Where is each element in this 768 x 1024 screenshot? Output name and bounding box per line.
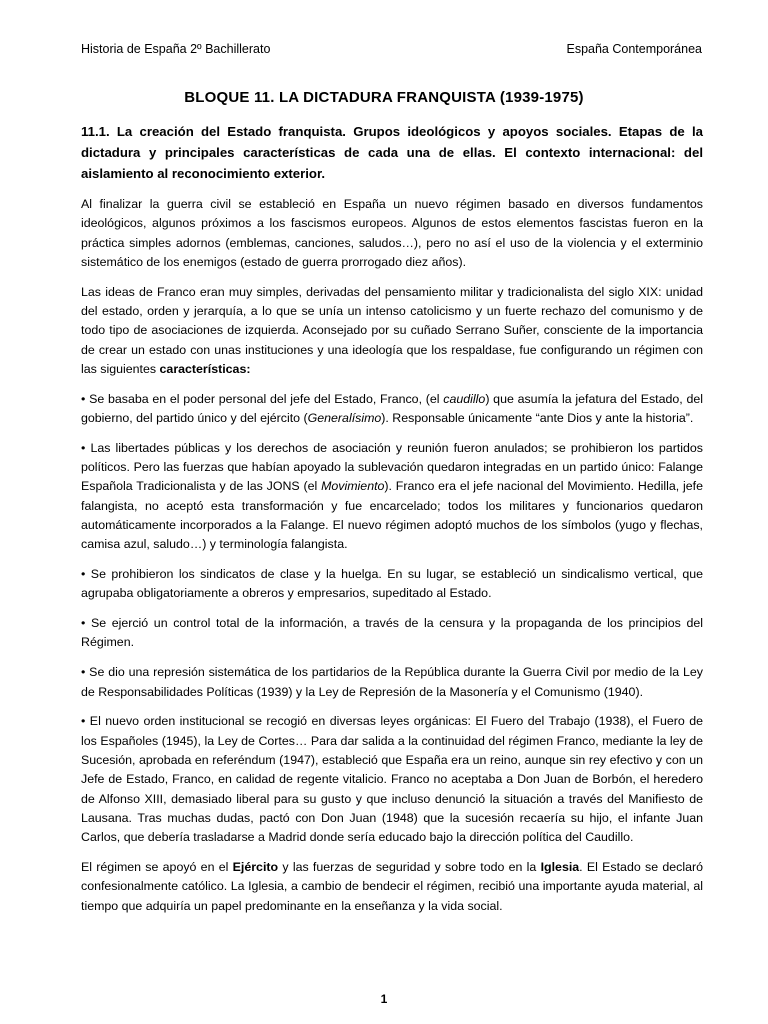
page-number: 1: [380, 992, 388, 1006]
paragraph-text: . El Estado se declaró confesionalmente católico. La Iglesia, a cambio de bendecir el régimen, recibió una importante ayuda material, al tiempo que adquiría un papel predominante en la enseñanza y la vida social.: [81, 859, 703, 913]
bullet-institutional-order: • El nuevo orden institucional se recogió en diversas leyes orgánicas: El Fuero del Trabajo (1938), el Fuero de los Españoles (1945), la Ley de Cortes… Para dar salida a la continuidad del régimen Franco, mediante la ley de Sucesión, aprobada en referéndum (1947), estableció que España era un reino, aunque sin rey efectivo y con un Jefe de Estado, Franco, en calidad de regente vitalicio. Franco no aceptaba a Don Juan de Borbón, el heredero de Alfonso XIII, demasiado liberal para su gusto y que incluso denunció la situación a través del Manifiesto de Lausana. Tras muchas dudas, pactó con Don Juan (1948) que la sucesión recaería su hijo, el infante Juan Carlos, que debería trasladarse a Madrid donde sería educado bajo la dirección política del Caudillo.: [81, 714, 703, 845]
header-subject: España Contemporánea: [566, 42, 702, 56]
bullet-text: ). Franco era el jefe nacional del Movimiento. Hedilla, jefe falangista, no aceptó esta transformación y fue encarcelado; todos los militares y funcionarios quedaron automáticamente incorporados a la Falange. El nuevo régimen adoptó muchos de los símbolos (yugo y flechas, camisa azul, saludo…) y terminología falangista.: [81, 479, 703, 552]
paragraph-text: Las ideas de Franco eran muy simples, derivadas del pensamiento militar y tradicionalista del siglo XIX: unidad del estado, orden y jerarquía, a lo que se unía un intenso catolicismo y un fuerte rechazo del comunismo y de todo tipo de asociaciones de izquierda. Aconsejado por su cuñado Serrano Suñer, consciente de la importancia de crear un estado con unas instituciones y una ideología que los respaldase, fue configurando un régimen con las siguientes: [81, 284, 703, 376]
bullet-text: • Se basaba en el poder personal del jefe del Estado, Franco, (el: [81, 391, 444, 406]
bullet-personal-power: [81, 390, 703, 429]
bullet-text: • Las libertades públicas y los derechos de asociación y reunión fueron anulados; se prohibieron los partidos políticos. Pero las fuerzas que habían apoyado la sublevación quedaron integradas en un partido único: Falange Española Tradicionalista y de las JONS (el: [81, 440, 703, 494]
bullet-text: ) que asumía la jefatura del Estado, del gobierno, del partido único y del ejército (: [81, 391, 703, 425]
section-heading: 11.1. La creación del Estado franquista. Grupos ideológicos y apoyos sociales. Etapas de la dictadura y principales características de cada una de ellas. El contexto internacional: del aislamiento al reconocimiento exterior.: [81, 124, 703, 181]
bullet-repression: • Se dio una represión sistemática de los partidarios de la República durante la Guerra Civil por medio de la Ley de Responsabilidades Políticas (1939) y la Ley de Represión de la Masonería y el Comunismo (1940).: [81, 665, 703, 699]
page-title: BLOQUE 11. LA DICTADURA FRANQUISTA (1939-1975): [184, 89, 584, 106]
paragraph-intro: Al finalizar la guerra civil se estableció en España un nuevo régimen basado en diversos fundamentos ideológicos, algunos próximos a los fascismos europeos. Algunos de estos elementos fascistas fueron en la práctica simples adornos (emblemas, canciones, saludos…), pero no así el uso de la violencia y el exterminio sistemático de los enemigos (estado de guerra prorrogado diez años).: [81, 197, 703, 269]
paragraph-bold-text: características:: [159, 361, 251, 376]
page-header: [81, 42, 702, 56]
italic-text: caudillo: [443, 391, 486, 406]
bullet-information-control: • Se ejerció un control total de la información, a través de la censura y la propaganda de los principios del Régimen.: [81, 616, 703, 650]
bold-text: Iglesia: [540, 859, 580, 874]
paragraph-text: y las fuerzas de seguridad y sobre todo en la: [278, 859, 541, 874]
bullet-liberties: [81, 439, 703, 555]
paragraph-text: El régimen se apoyó en el: [81, 859, 233, 874]
header-course: Historia de España 2º Bachillerato: [81, 42, 271, 56]
paragraph-regime-support: [81, 858, 703, 916]
bullet-unions: • Se prohibieron los sindicatos de clase y la huelga. En su lugar, se estableció un sindicalismo vertical, que agrupaba obligatoriamente a obreros y empresarios, supeditado al Estado.: [81, 567, 703, 601]
document-body: [81, 121, 703, 926]
bullet-text: ). Responsable únicamente “ante Dios y ante la historia”.: [381, 410, 694, 425]
bold-text: Ejército: [232, 859, 279, 874]
italic-text: Movimiento: [321, 479, 385, 494]
paragraph-franco-ideas: [81, 283, 703, 379]
italic-text: Generalísimo: [307, 410, 382, 425]
